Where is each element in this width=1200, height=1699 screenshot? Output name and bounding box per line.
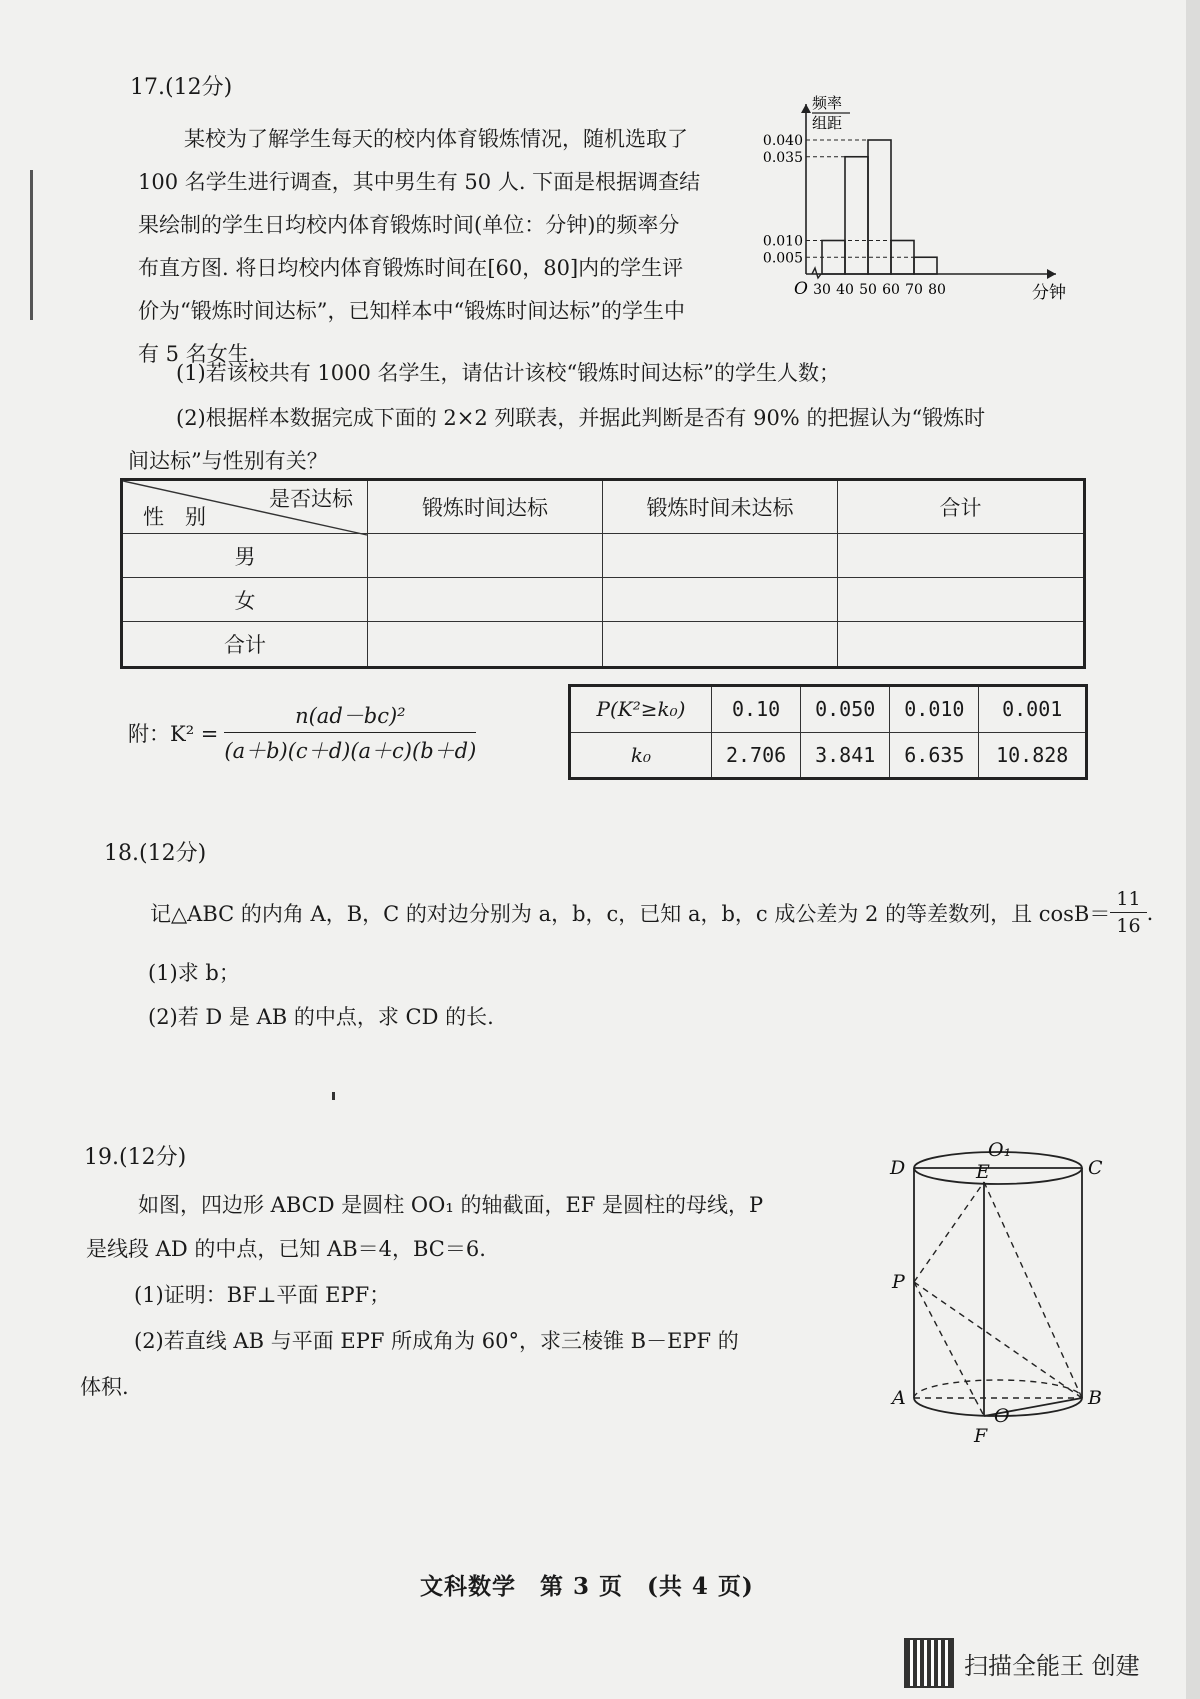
histogram-bar: [845, 157, 868, 274]
table-cell: [838, 534, 1085, 578]
table-corner-cell: [122, 480, 368, 534]
col-header-not-qualified: 锻炼时间未达标: [603, 480, 838, 534]
label-A: A: [892, 1387, 906, 1409]
q19-part1: (1)证明：BF⊥平面 EPF；: [134, 1283, 391, 1307]
k-table-p-label: P(K²≥k₀): [570, 686, 712, 733]
y-label-bottom: 组距: [812, 114, 843, 132]
x-tick-label: 50: [859, 282, 877, 298]
segment-EB: [984, 1182, 1082, 1398]
x-tick-label: 30: [813, 282, 831, 298]
p-value: 0.010: [890, 686, 979, 733]
q17-part2-line1: (2)根据样本数据完成下面的 2×2 列联表，并据此判断是否有 90% 的把握认为“锻炼时: [176, 406, 986, 430]
watermark-text: 扫描全能王 创建: [964, 1651, 1140, 1680]
segment-PE: [914, 1182, 984, 1282]
label-F: F: [974, 1425, 988, 1447]
x-axis-arrow: [1047, 269, 1056, 279]
q17-line-1: 某校为了解学生每天的校内体育锻炼情况，随机选取了: [184, 127, 688, 151]
table-cell: [368, 534, 603, 578]
k-value: 2.706: [712, 732, 801, 779]
label-B: B: [1088, 1387, 1102, 1409]
row-label-total: 合计: [122, 622, 368, 668]
contingency-table: [120, 478, 1086, 669]
appendix-label: 附：K² =: [128, 721, 219, 746]
q18-part1: (1)求 b；: [148, 961, 240, 985]
binding-edge-mark: [30, 170, 33, 320]
q17-line-3: 果绘制的学生日均校内体育锻炼时间(单位：分钟)的频率分: [138, 213, 680, 237]
label-O: O: [994, 1405, 1010, 1427]
corner-bottom-label: 性 别: [143, 505, 206, 529]
qr-code-icon: [904, 1638, 954, 1688]
k2-fraction: [224, 700, 476, 765]
row-label-female: 女: [122, 578, 368, 622]
x-tick-label: 70: [905, 282, 923, 298]
q19-part2-line1: (2)若直线 AB 与平面 EPF 所成角为 60°，求三棱锥 B－EPF 的: [134, 1329, 739, 1353]
q17-line-2: 100 名学生进行调查，其中男生有 50 人. 下面是根据调查结: [138, 170, 701, 194]
label-P: P: [892, 1271, 905, 1293]
x-tick-label: 40: [836, 282, 854, 298]
table-cell: [603, 578, 838, 622]
x-tick-label: 60: [882, 282, 900, 298]
k2-numerator: n(ad－bc)²: [224, 700, 476, 733]
row-label-male: 男: [122, 534, 368, 578]
col-header-qualified: 锻炼时间达标: [368, 480, 603, 534]
label-C: C: [1088, 1157, 1103, 1179]
origin-label: O: [794, 279, 808, 299]
page-footer: 文科数学 第 3 页 (共 4 页): [420, 1573, 754, 1600]
table-cell: [838, 622, 1085, 668]
histogram-bar: [868, 140, 891, 274]
q17-line-4: 布直方图. 将日均校内体育锻炼时间在[60，80]内的学生评: [138, 256, 684, 280]
frequency-histogram: [762, 92, 1070, 322]
col-header-total: 合计: [838, 480, 1085, 534]
x-tick-label: 80: [928, 282, 946, 298]
appendix-formula: [128, 700, 476, 765]
k-value: 10.828: [979, 732, 1087, 779]
x-label: 分钟: [1032, 283, 1066, 303]
q19-line2: 是线段 AD 的中点，已知 AB＝4，BC＝6.: [86, 1237, 486, 1261]
stray-dot: [332, 1092, 335, 1100]
k-value: 3.841: [801, 732, 890, 779]
critical-value-table: [568, 684, 1088, 780]
p-value: 0.10: [712, 686, 801, 733]
cosB-fraction: [1110, 888, 1146, 937]
y-tick-label: 0.010: [762, 233, 803, 250]
k-value: 6.635: [890, 732, 979, 779]
q17-line-5: 价为“锻炼时间达标”，已知样本中“锻炼时间达标”的学生中: [138, 299, 685, 323]
y-label-top: 频率: [812, 94, 843, 112]
label-O1: O₁: [988, 1139, 1012, 1161]
table-cell: [603, 534, 838, 578]
histogram-bar: [914, 257, 937, 274]
q19-header: 19.(12分): [84, 1145, 187, 1170]
q18-line1: 记△ABC 的内角 A，B，C 的对边分别为 a，b，c，已知 a，b，c 成公差为 2 的等差数列，且 cosB＝: [150, 901, 1111, 926]
table-cell: [603, 622, 838, 668]
q18-part2: (2)若 D 是 AB 的中点，求 CD 的长.: [148, 1005, 494, 1029]
q17-header: 17.(12分): [130, 75, 233, 100]
segment-PF: [914, 1282, 984, 1416]
p-value: 0.001: [979, 686, 1087, 733]
axis-break: [812, 268, 821, 278]
label-D: D: [890, 1157, 906, 1179]
cosB-numerator: 11: [1110, 888, 1146, 913]
y-tick-label: 0.005: [762, 250, 803, 267]
table-cell: [368, 578, 603, 622]
scanner-watermark: [904, 1638, 1140, 1688]
y-axis-arrow: [801, 104, 811, 113]
corner-top-label: 是否达标: [269, 487, 353, 511]
label-E: E: [976, 1161, 990, 1183]
histogram-bar: [891, 241, 914, 275]
p-value: 0.050: [801, 686, 890, 733]
q19-line1: 如图，四边形 ABCD 是圆柱 OO₁ 的轴截面，EF 是圆柱的母线，P: [138, 1193, 764, 1217]
page-right-edge: [1186, 0, 1200, 1699]
y-tick-label: 0.040: [762, 133, 803, 149]
q19-part2-line2: 体积.: [80, 1375, 129, 1399]
table-cell: [838, 578, 1085, 622]
q17-part2-line2: 间达标”与性别有关？: [128, 449, 328, 473]
cylinder-figure: [880, 1132, 1120, 1462]
k2-denominator: (a＋b)(c＋d)(a＋c)(b＋d): [224, 739, 477, 763]
bottom-back-arc: [914, 1380, 1082, 1398]
table-cell: [368, 622, 603, 668]
y-tick-label: 0.035: [762, 149, 803, 166]
cosB-denominator: 16: [1116, 915, 1141, 937]
q18-statement: 记△ABC 的内角 A，B，C 的对边分别为 a，b，c，已知 a，b，c 成公差为 2 的等差数列，且 cosB＝ $\frac{11}{16}$ .: [150, 888, 1154, 937]
q17-line-6: 有 5 名女生.: [138, 342, 256, 366]
k-table-k0-label: k₀: [570, 732, 712, 779]
q18-header: 18.(12分): [104, 841, 207, 866]
q17-part1: (1)若该校共有 1000 名学生，请估计该校“锻炼时间达标”的学生人数；: [176, 361, 841, 385]
